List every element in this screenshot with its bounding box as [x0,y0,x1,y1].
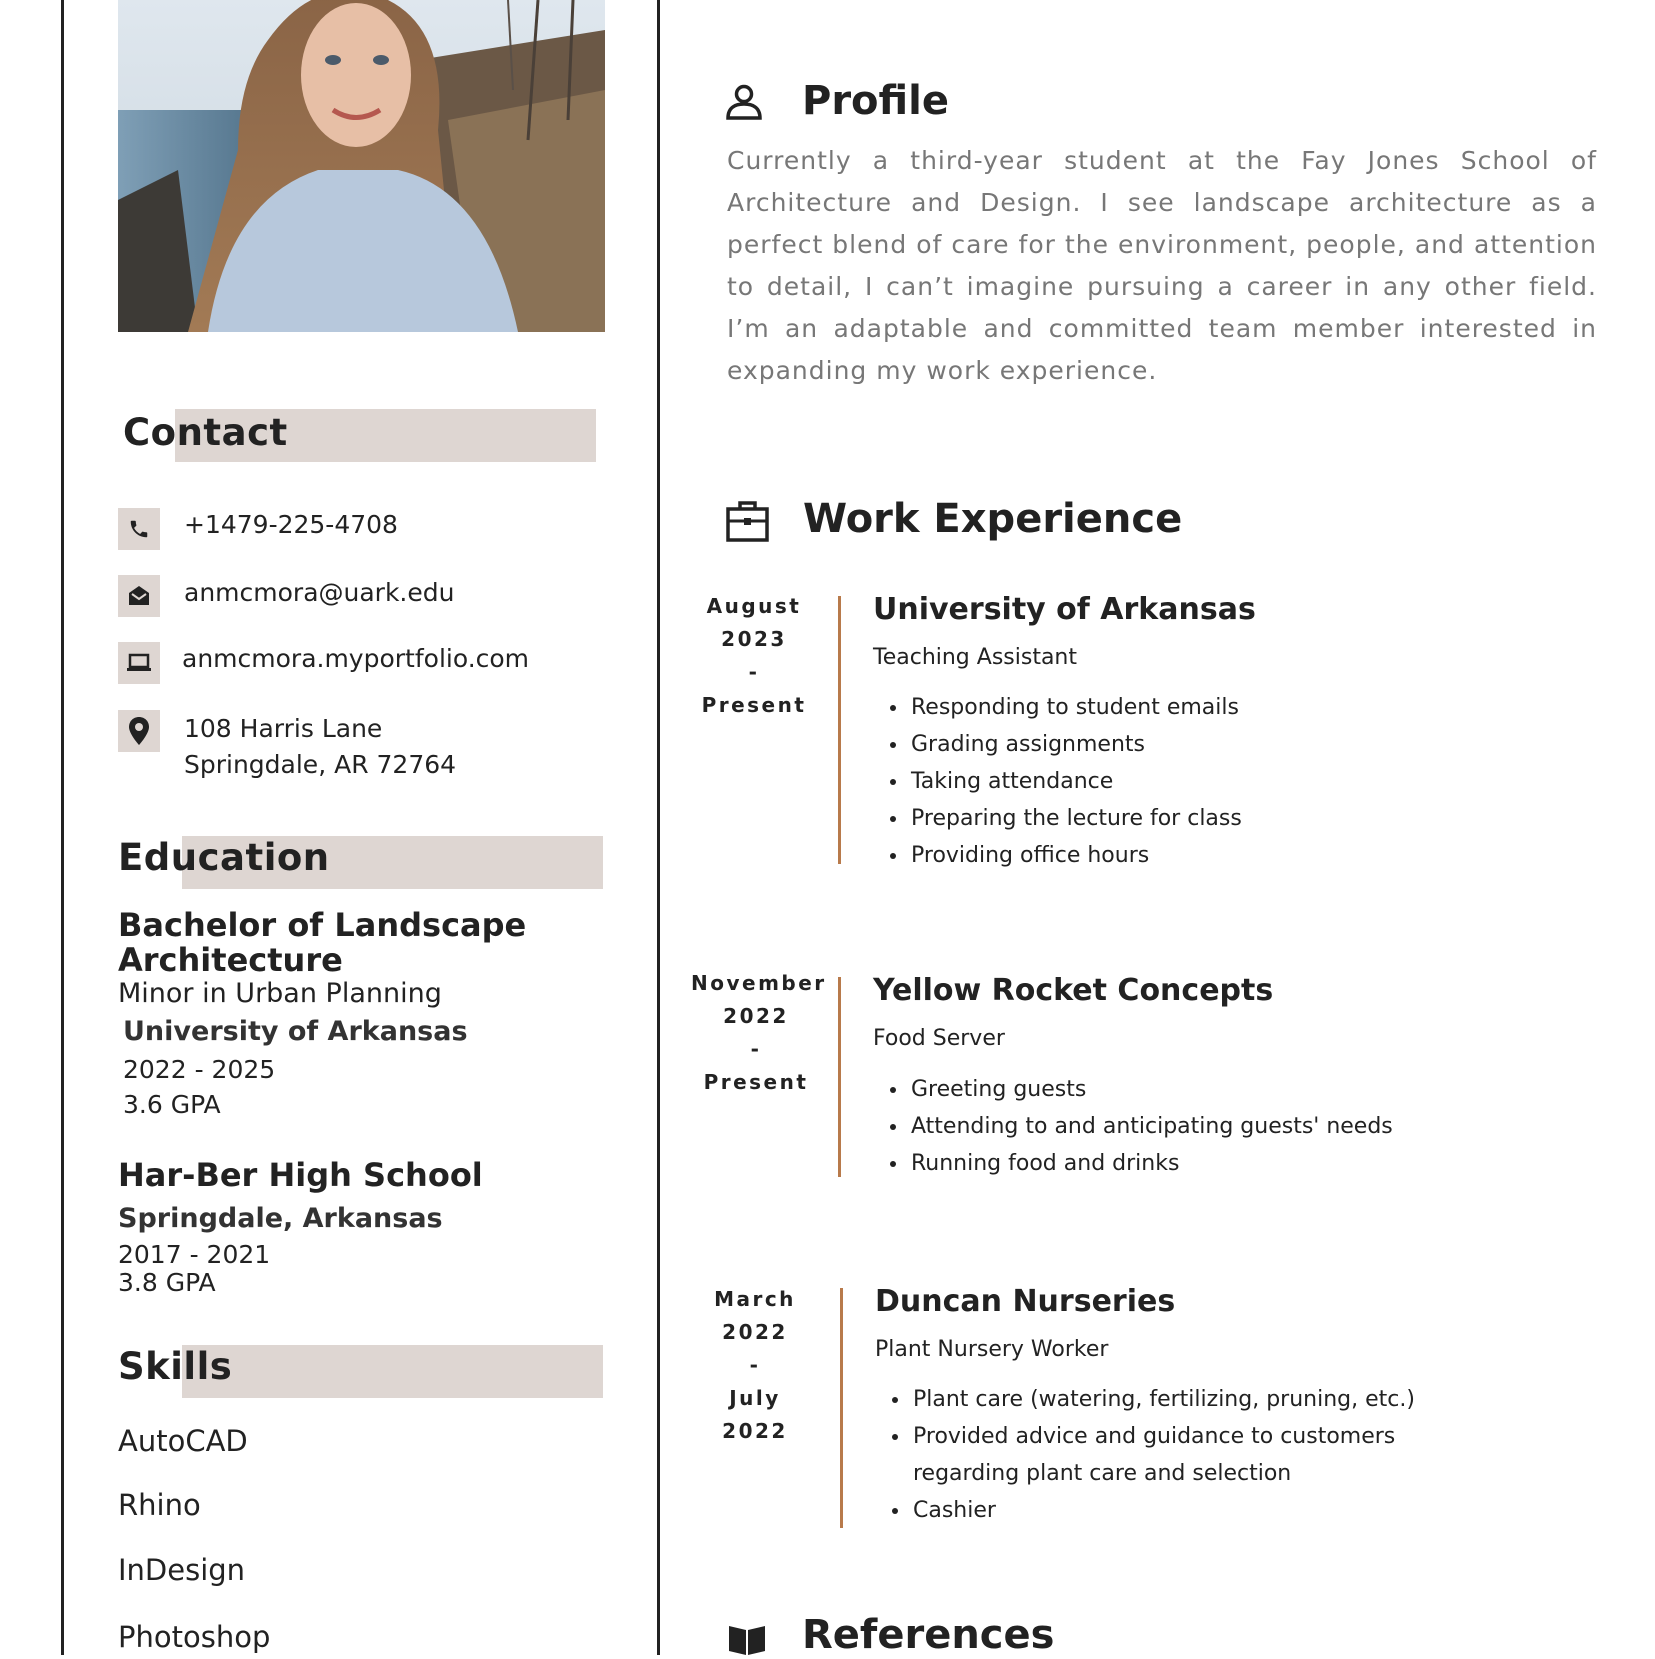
job-duty: • Grading assignments [909,726,1242,763]
job-date-range: November 2022 - Present [691,971,827,1094]
job-organization: Duncan Nurseries [875,1284,1176,1319]
skill-item: AutoCAD [118,1424,248,1458]
portfolio-link[interactable]: anmcmora.myportfolio.com [182,644,530,673]
address-line-1: 108 Harris Lane [184,714,383,743]
university-years: 2022 - 2025 [123,1055,276,1084]
envelope-icon [118,575,160,617]
high-school-years: 2017 - 2021 [118,1240,271,1269]
high-school-gpa: 3.8 GPA [118,1268,216,1297]
phone-icon [118,508,160,550]
briefcase-icon [725,498,770,547]
profile-heading: Profile [802,78,950,124]
job-duties-list [875,1381,1441,1529]
job-duty: • Preparing the lecture for class [909,800,1242,837]
job-duty: • Plant care (watering, fertilizing, pruning, etc.) [911,1381,1441,1418]
degree-title-line-2: Architecture [118,941,343,979]
left-border-line [61,0,64,1655]
high-school-location: Springdale, Arkansas [118,1203,443,1234]
references-heading: References [802,1612,1055,1658]
job-duties-list [873,689,1242,874]
job-date-range: August 2023 - Present [701,594,807,717]
job-organization: University of Arkansas [873,592,1256,627]
column-divider-line [657,0,660,1655]
contact-heading: Contact [123,411,288,454]
university-gpa: 3.6 GPA [123,1090,221,1119]
user-icon [725,83,763,125]
job-date-range: March 2022 - July 2022 [714,1287,796,1443]
job-duty: • Responding to student emails [909,689,1242,726]
job-role: Teaching Assistant [873,645,1077,670]
university-name: University of Arkansas [123,1016,468,1047]
email-address[interactable]: anmcmora@uark.edu [184,578,455,607]
job-organization: Yellow Rocket Concepts [873,973,1274,1008]
skill-item: Rhino [118,1488,201,1522]
degree-title-line-1: Bachelor of Landscape [118,906,527,944]
high-school-name: Har-Ber High School [118,1156,483,1194]
book-icon [727,1620,767,1659]
profile-photo [118,0,605,332]
skills-heading-band [182,1345,603,1398]
job-duty: • Running food and drinks [909,1145,1393,1182]
profile-summary: Currently a third-year student at the Fay Jones School of Architecture and Design. I see landscape architecture as a perfect blend of care for the environment, people, and attention to detail, I can’t imagine pursuing a career in any other field. I’m an adaptable and committed team member interested in expanding my work experience. [727,146,1597,385]
job-duty: • Greeting guests [909,1071,1393,1108]
degree-minor: Minor in Urban Planning [118,978,442,1009]
skills-heading: Skills [118,1345,233,1388]
job-timeline-line [838,596,841,864]
skill-item: InDesign [118,1553,246,1587]
map-pin-icon [118,710,160,752]
education-heading: Education [118,836,330,879]
job-timeline-line [838,977,841,1177]
job-duty: • Provided advice and guidance to customers regarding plant care and selection [911,1418,1441,1492]
job-duty: • Providing office hours [909,837,1242,874]
skill-item: Photoshop [118,1620,271,1654]
job-timeline-line [840,1288,843,1528]
job-duty: • Taking attendance [909,763,1242,800]
address-line-2: Springdale, AR 72764 [184,750,457,779]
job-duties-list [873,1071,1393,1182]
job-duty: • Cashier [911,1492,1441,1529]
job-duty: • Attending to and anticipating guests' needs [909,1108,1393,1145]
laptop-icon [118,642,160,684]
phone-number[interactable]: +1479-225-4708 [184,510,398,539]
job-role: Plant Nursery Worker [875,1337,1109,1362]
job-role: Food Server [873,1026,1005,1051]
work-experience-heading: Work Experience [803,496,1183,542]
